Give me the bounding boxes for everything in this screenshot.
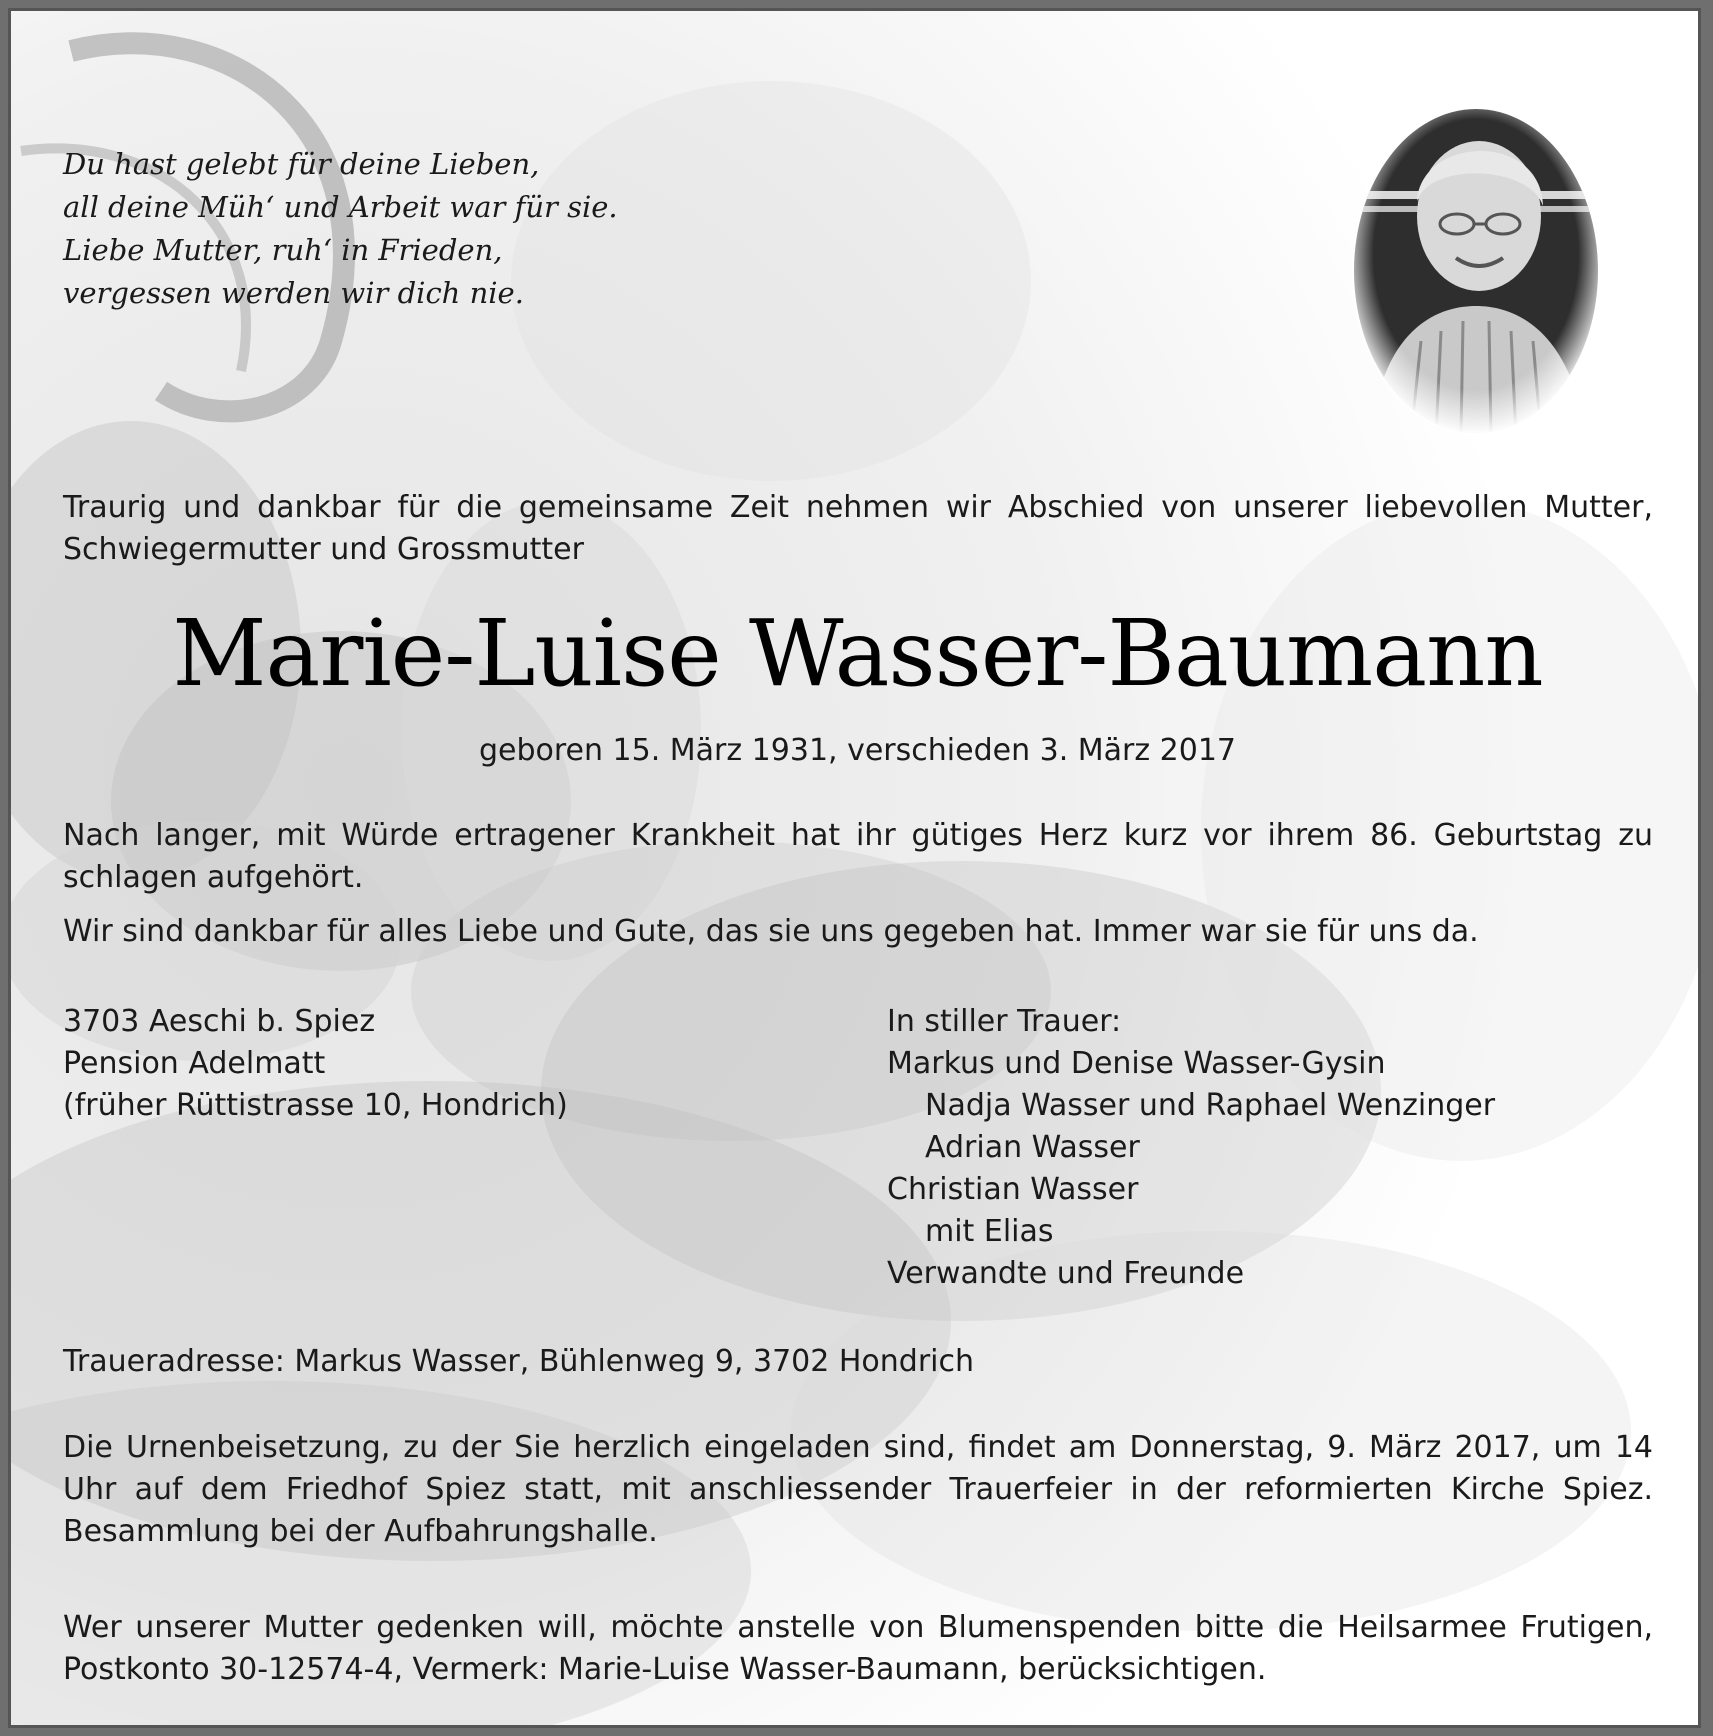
mourning-address: Traueradresse: Markus Wasser, Bühlenweg 9, 3702 Hondrich xyxy=(63,1344,975,1379)
intro-text: Traurig und dankbar für die gemeinsame Zeit nehmen wir Abschied von unserer liebevollen Mutter, Schwiegermutter und Grossmutter xyxy=(63,490,1653,567)
verse-line: Du hast gelebt für deine Lieben, xyxy=(63,147,540,181)
verse-line: vergessen werden wir dich nie. xyxy=(63,276,524,310)
illness-paragraph: Nach langer, mit Würde ertragener Krankheit hat ihr gütiges Herz kurz vor ihrem 86. Geburtstag zu schlagen aufgehört. xyxy=(63,818,1653,895)
obituary-sheet xyxy=(8,8,1701,1728)
residence-address xyxy=(63,1001,568,1127)
mourners-list xyxy=(887,1001,1495,1295)
burial-paragraph: Die Urnenbeisetzung, zu der Sie herzlich eingeladen sind, findet am Donnerstag, 9. März 2017, um 14 Uhr auf dem Friedhof Spiez statt, mit anschliessender Trauerfeier in der reformierten Kirche Spiez. Besammlung bei der Aufbahrungshalle. xyxy=(63,1430,1653,1549)
gratitude-paragraph: Wir sind dankbar für alles Liebe und Gute, das sie uns gegeben hat. Immer war sie für uns da. xyxy=(63,914,1479,949)
mourner-entry: Nadja Wasser und Raphael Wenzinger xyxy=(925,1088,1496,1123)
donation-paragraph: Wer unserer Mutter gedenken will, möchte anstelle von Blumenspenden bitte die Heilsarmee Frutigen, Postkonto 30-12574-4, Vermerk: Marie-Luise Wasser-Baumann, berücksichtigen. xyxy=(63,1610,1653,1687)
address-line: Pension Adelmatt xyxy=(63,1046,326,1081)
mourner-entry: mit Elias xyxy=(925,1214,1054,1249)
memorial-verse xyxy=(63,143,618,315)
address-line: 3703 Aeschi b. Spiez xyxy=(63,1004,376,1039)
verse-line: Liebe Mutter, ruh‘ in Frieden, xyxy=(63,233,503,267)
mourner-entry: Verwandte und Freunde xyxy=(887,1256,1245,1291)
mourner-entry: Adrian Wasser xyxy=(925,1130,1140,1165)
mourner-entry: Christian Wasser xyxy=(887,1172,1139,1207)
deceased-name: Marie-Luise Wasser-Baumann xyxy=(172,600,1543,707)
mourner-entry: Markus und Denise Wasser-Gysin xyxy=(887,1046,1386,1081)
mourners-heading: In stiller Trauer: xyxy=(887,1004,1122,1039)
verse-line: all deine Müh‘ und Arbeit war für sie. xyxy=(63,190,618,224)
life-dates: geboren 15. März 1931, verschieden 3. März 2017 xyxy=(478,733,1237,768)
address-line: (früher Rüttistrasse 10, Hondrich) xyxy=(63,1088,568,1123)
portrait-photo xyxy=(1351,106,1601,436)
